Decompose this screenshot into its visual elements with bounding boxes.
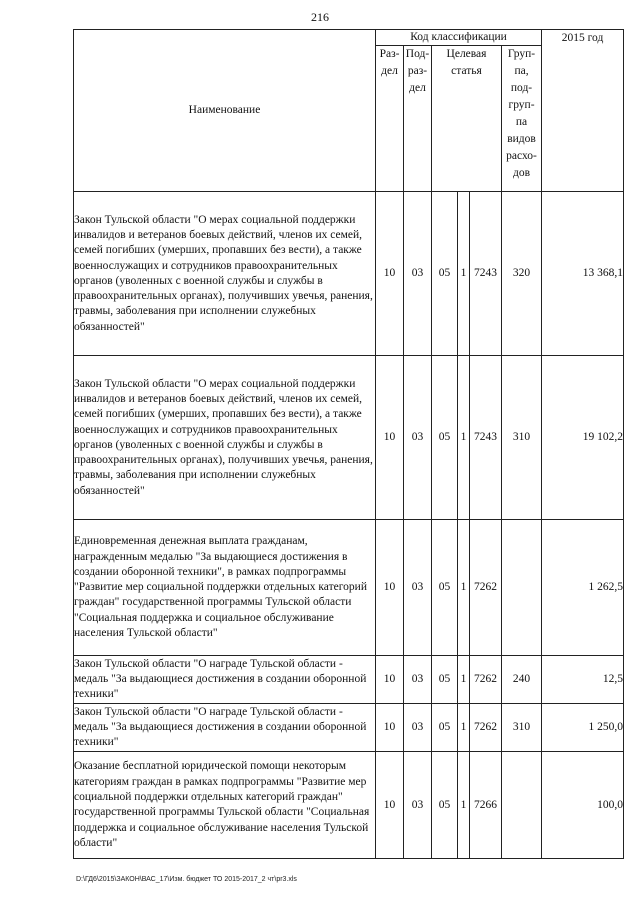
- row-target-part-2: 1: [458, 752, 470, 859]
- row-target-part-2: 1: [458, 520, 470, 656]
- row-target-part-2: 1: [458, 704, 470, 752]
- table-row: [74, 192, 624, 356]
- row-target-part-3: 7262: [470, 656, 502, 704]
- row-target-part-2: 1: [458, 192, 470, 356]
- row-group: 240: [502, 656, 542, 704]
- row-podrazdel: 03: [404, 520, 432, 656]
- row-target-part-1: 05: [432, 704, 458, 752]
- header-razdel: Раз- дел: [376, 46, 404, 192]
- row-name: Закон Тульской области "О мерах социальной поддержки инвалидов и ветеранов боевых действий, членов их семей, семей погибших (умерших, пропавших без вести), а также военнослужащих и сотрудников правоохранительных органов (уволенных с военной службы и службы в правоохранительных органах), получивших увечья, ранения, травмы, заболевания при исполнении служебных обязанностей": [74, 356, 376, 520]
- row-target-part-2: 1: [458, 356, 470, 520]
- row-group: 320: [502, 192, 542, 356]
- row-target-part-3: 7243: [470, 356, 502, 520]
- row-razdel: 10: [376, 192, 404, 356]
- row-razdel: 10: [376, 704, 404, 752]
- row-target-part-1: 05: [432, 752, 458, 859]
- header-code-group: Код классификации: [376, 30, 542, 46]
- row-amount: 19 102,2: [542, 356, 624, 520]
- header-podrazdel: Под- раз- дел: [404, 46, 432, 192]
- row-amount: 1 262,5: [542, 520, 624, 656]
- row-target-part-1: 05: [432, 520, 458, 656]
- header-name: Наименование: [74, 30, 376, 192]
- row-razdel: 10: [376, 356, 404, 520]
- row-target-part-3: 7266: [470, 752, 502, 859]
- header-target: Целевая статья: [432, 46, 502, 192]
- row-razdel: 10: [376, 656, 404, 704]
- row-amount: 100,0: [542, 752, 624, 859]
- page-number: 216: [311, 10, 329, 24]
- row-podrazdel: 03: [404, 704, 432, 752]
- row-razdel: 10: [376, 752, 404, 859]
- file-path-footer: D:\ГД6\2015\ЗАКОН\ВАС_17\Изм. бюджет ТО 2015-2017_2 чт\pr3.xls: [76, 876, 297, 883]
- row-target-part-1: 05: [432, 356, 458, 520]
- table-row: [74, 656, 624, 704]
- row-group: 310: [502, 356, 542, 520]
- table-row: [74, 520, 624, 656]
- row-podrazdel: 03: [404, 656, 432, 704]
- table-row: [74, 704, 624, 752]
- header-group: Груп- па, под- груп- па видов расхо- дов: [502, 46, 542, 192]
- row-target-part-2: 1: [458, 656, 470, 704]
- row-podrazdel: 03: [404, 356, 432, 520]
- row-razdel: 10: [376, 520, 404, 656]
- budget-table: [73, 29, 624, 859]
- row-target-part-3: 7243: [470, 192, 502, 356]
- row-target-part-1: 05: [432, 656, 458, 704]
- row-target-part-3: 7262: [470, 704, 502, 752]
- row-amount: 13 368,1: [542, 192, 624, 356]
- row-amount: 12,5: [542, 656, 624, 704]
- row-name: Закон Тульской области "О награде Тульской области - медаль "За выдающиеся достижения в создании оборонной техники": [74, 656, 376, 704]
- row-target-part-3: 7262: [470, 520, 502, 656]
- table-row: [74, 752, 624, 859]
- row-name: Оказание бесплатной юридической помощи некоторым категориям граждан в рамках подпрограммы "Развитие мер социальной поддержки отдельных категорий граждан" государственной программы Тульской области "Социальная поддержка и социальное обслуживание населения Тульской области": [74, 752, 376, 859]
- row-name: Единовременная денежная выплата гражданам, награжденным медалью "За выдающиеся достижения в создании оборонной техники", в рамках подпрограммы "Развитие мер социальной поддержки отдельных категорий граждан" государственной программы Тульской области "Социальная поддержка и социальное обслуживание населения Тульской области": [74, 520, 376, 656]
- row-amount: 1 250,0: [542, 704, 624, 752]
- row-name: Закон Тульской области "О мерах социальной поддержки инвалидов и ветеранов боевых действий, членов их семей, семей погибших (умерших, пропавших без вести), а также военнослужащих и сотрудников правоохранительных органов (уволенных с военной службы и службы в правоохранительных органах), получивших увечья, ранения, травмы, заболевания при исполнении служебных обязанностей": [74, 192, 376, 356]
- row-podrazdel: 03: [404, 192, 432, 356]
- header-year: 2015 год: [542, 30, 624, 192]
- row-group: [502, 520, 542, 656]
- table-row: [74, 356, 624, 520]
- row-name: Закон Тульской области "О награде Тульской области - медаль "За выдающиеся достижения в создании оборонной техники": [74, 704, 376, 752]
- row-podrazdel: 03: [404, 752, 432, 859]
- row-target-part-1: 05: [432, 192, 458, 356]
- row-group: 310: [502, 704, 542, 752]
- row-group: [502, 752, 542, 859]
